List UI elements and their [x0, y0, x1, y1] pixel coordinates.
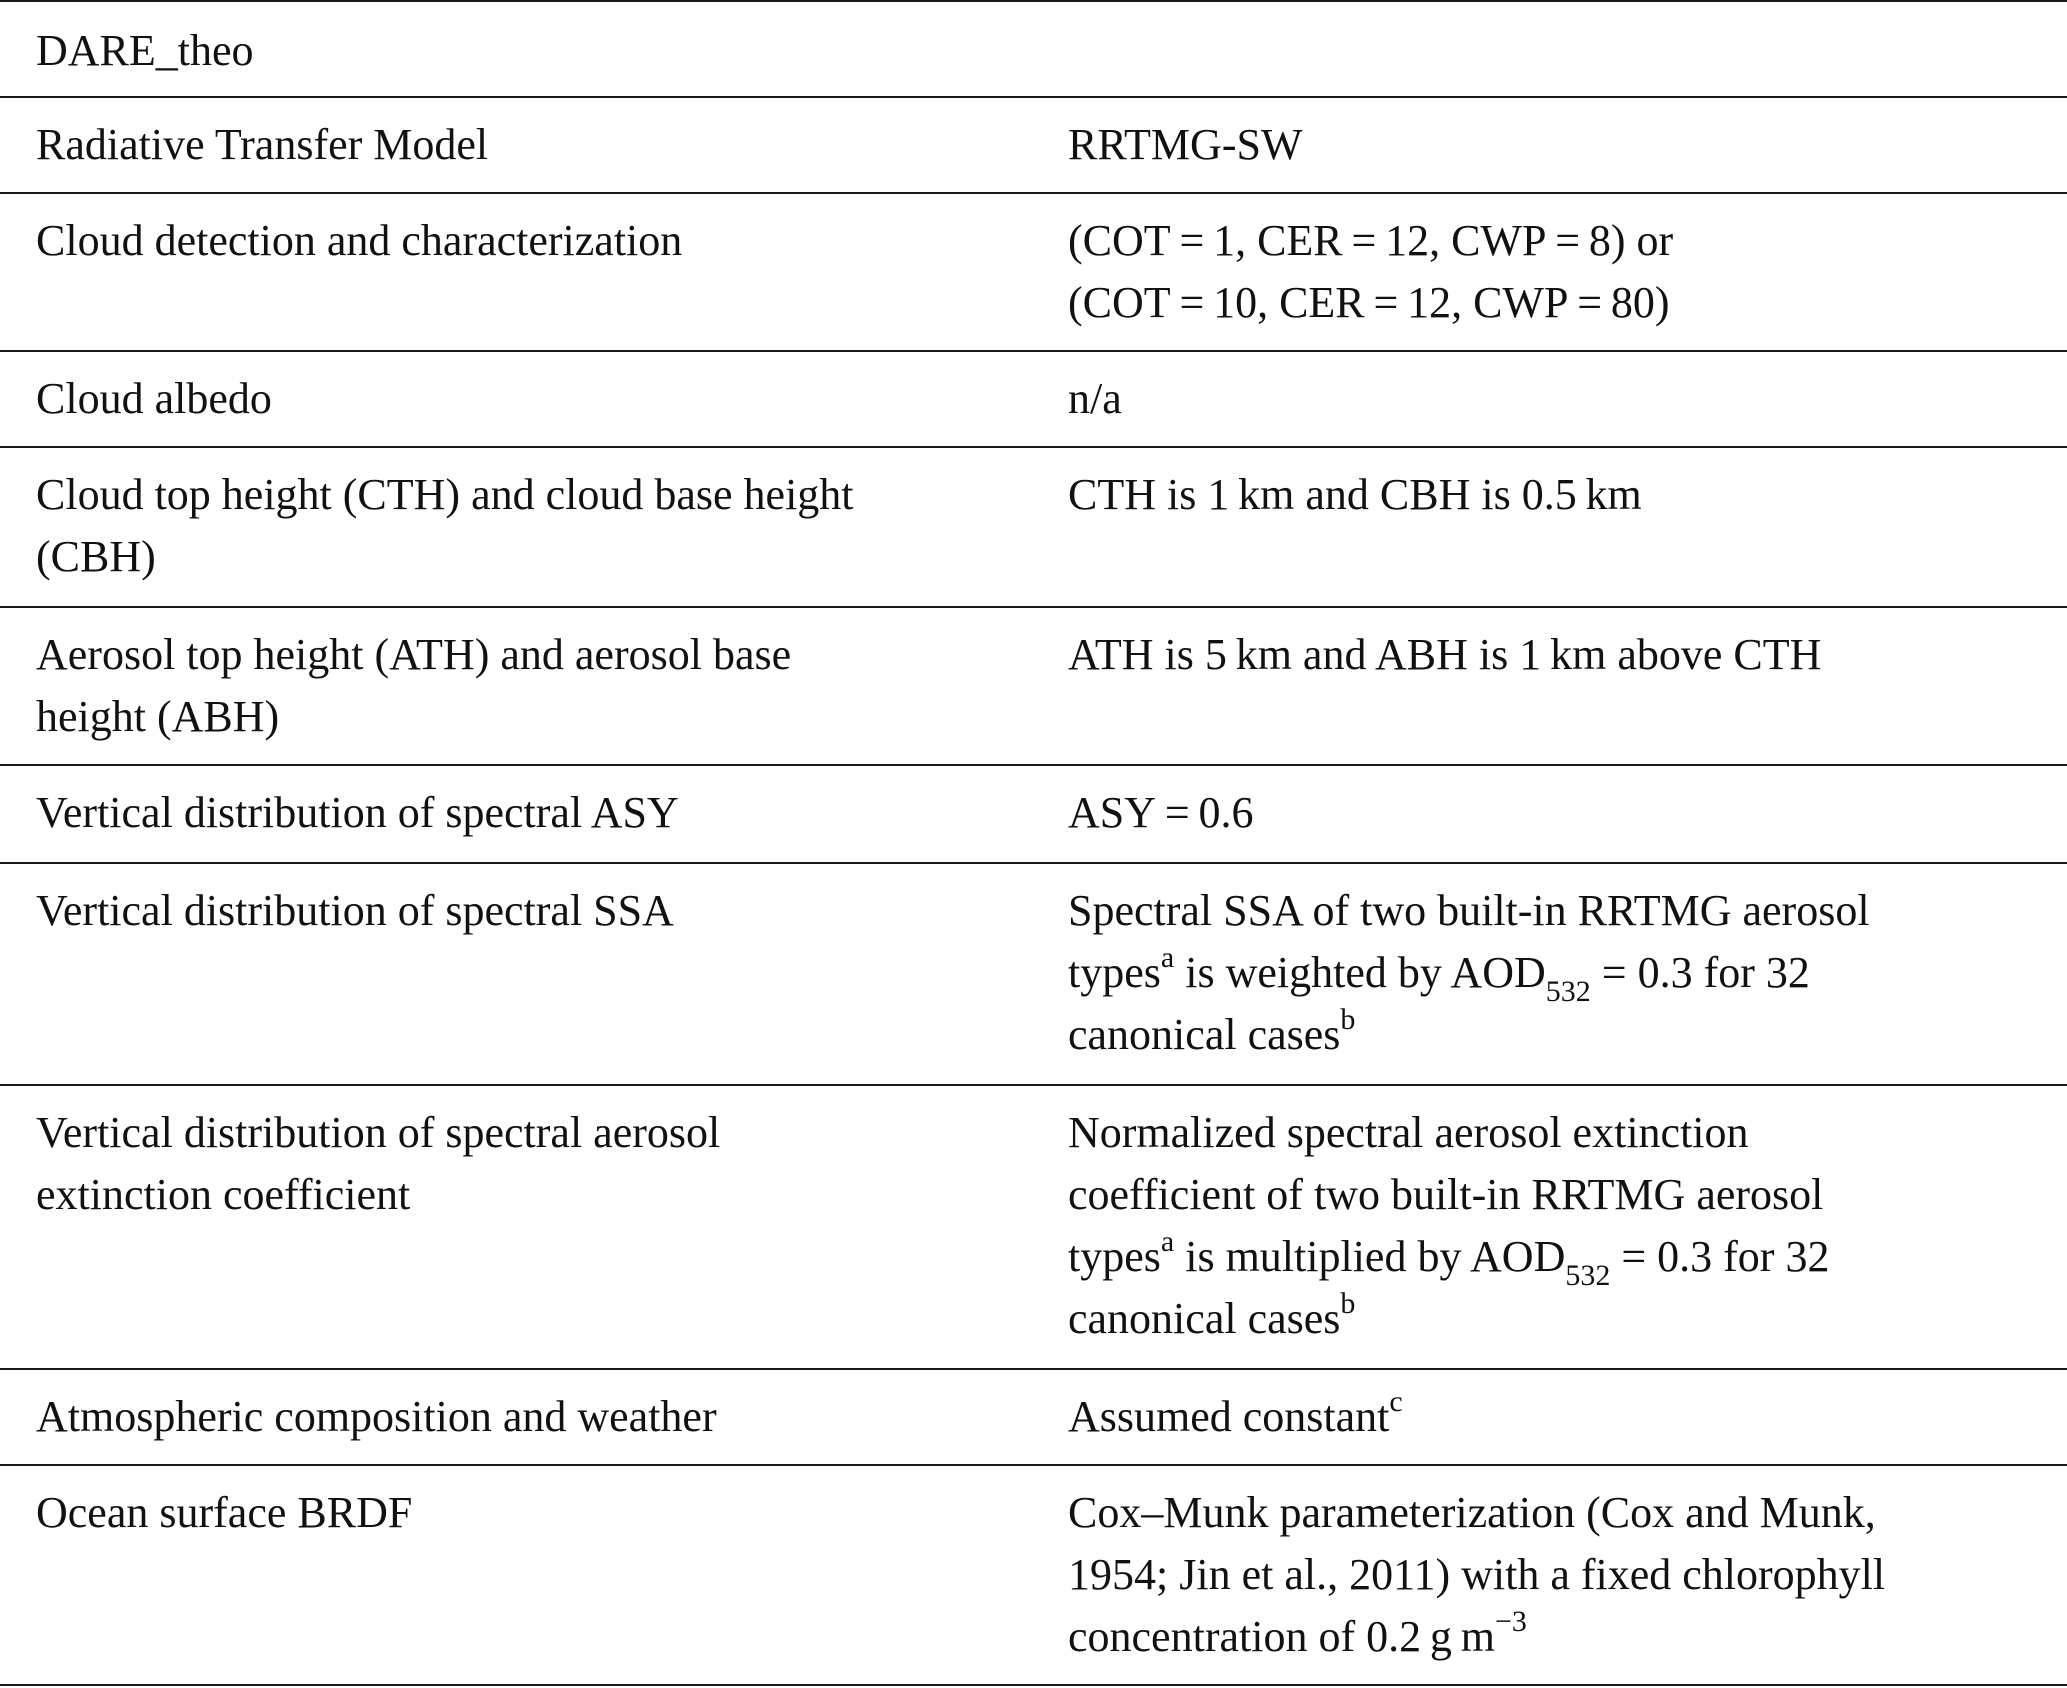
footnote-marker: a — [1160, 941, 1175, 974]
row-label: Vertical distribution of spectral aerosol extinction coefficient — [36, 1108, 721, 1219]
row-label: Aerosol top height (ATH) and aerosol base height (ABH) — [36, 630, 792, 741]
table-row — [0, 350, 2067, 448]
footnote-marker: c — [1389, 1385, 1403, 1418]
row-value: Cox–Munk parameterization (Cox and Munk, 1954; Jin et al., 2011) with a fixed chlorophyll concentration of 0.2 g $m^{-3}$ — [1068, 1488, 1886, 1661]
table-header: DARE_theo — [36, 26, 254, 75]
row-label: Cloud albedo — [36, 374, 272, 423]
row-value: Assumed constant$^c$ — [1068, 1385, 1403, 1441]
footnote-marker: b — [1340, 1287, 1356, 1320]
row-label: Ocean surface BRDF — [36, 1488, 413, 1537]
table-row — [0, 764, 2067, 864]
row-value: Normalized spectral aerosol extinction coefficient of two built-in RRTMG aerosol types$^a$ is multiplied by $AOD_{532} = 0.3$ for 32 canonical cases$^b$ — [1068, 1108, 1830, 1343]
row-value: CTH is 1 km and CBH is 0.5 km — [1068, 470, 1642, 519]
row-value: n/a — [1068, 374, 1122, 423]
table-row — [0, 192, 2067, 352]
row-value: ASY = 0.6 — [1068, 788, 1254, 837]
footnote-marker: a — [1160, 1225, 1175, 1258]
table-row — [0, 606, 2067, 766]
footnote-marker: b — [1340, 1003, 1356, 1036]
row-label: Radiative Transfer Model — [36, 120, 489, 169]
table-row — [0, 446, 2067, 608]
row-label: Cloud top height (CTH) and cloud base height (CBH) — [36, 470, 854, 581]
row-value: RRTMG-SW — [1068, 120, 1303, 169]
table-row — [0, 1084, 2067, 1370]
table-row — [0, 1368, 2067, 1466]
table-row — [0, 96, 2067, 194]
row-value: Spectral SSA of two built-in RRTMG aerosol types$^a$ is weighted by $AOD_{532} = 0.3$ for 32 canonical cases$^b$ — [1068, 886, 1870, 1059]
row-label: Atmospheric composition and weather — [36, 1392, 717, 1441]
row-label: Vertical distribution of spectral ASY — [36, 788, 679, 837]
row-label: Vertical distribution of spectral SSA — [36, 886, 674, 935]
row-value: ATH is 5 km and ABH is 1 km above CTH — [1068, 630, 1822, 679]
row-label: Cloud detection and characterization — [36, 216, 683, 265]
row-value: (COT = 1, CER = 12, CWP = 8) or (COT = 10, CER = 12, CWP = 80) — [1068, 216, 1674, 327]
table-row — [0, 862, 2067, 1086]
table-header-row — [0, 0, 2067, 98]
table-row — [0, 1464, 2067, 1686]
